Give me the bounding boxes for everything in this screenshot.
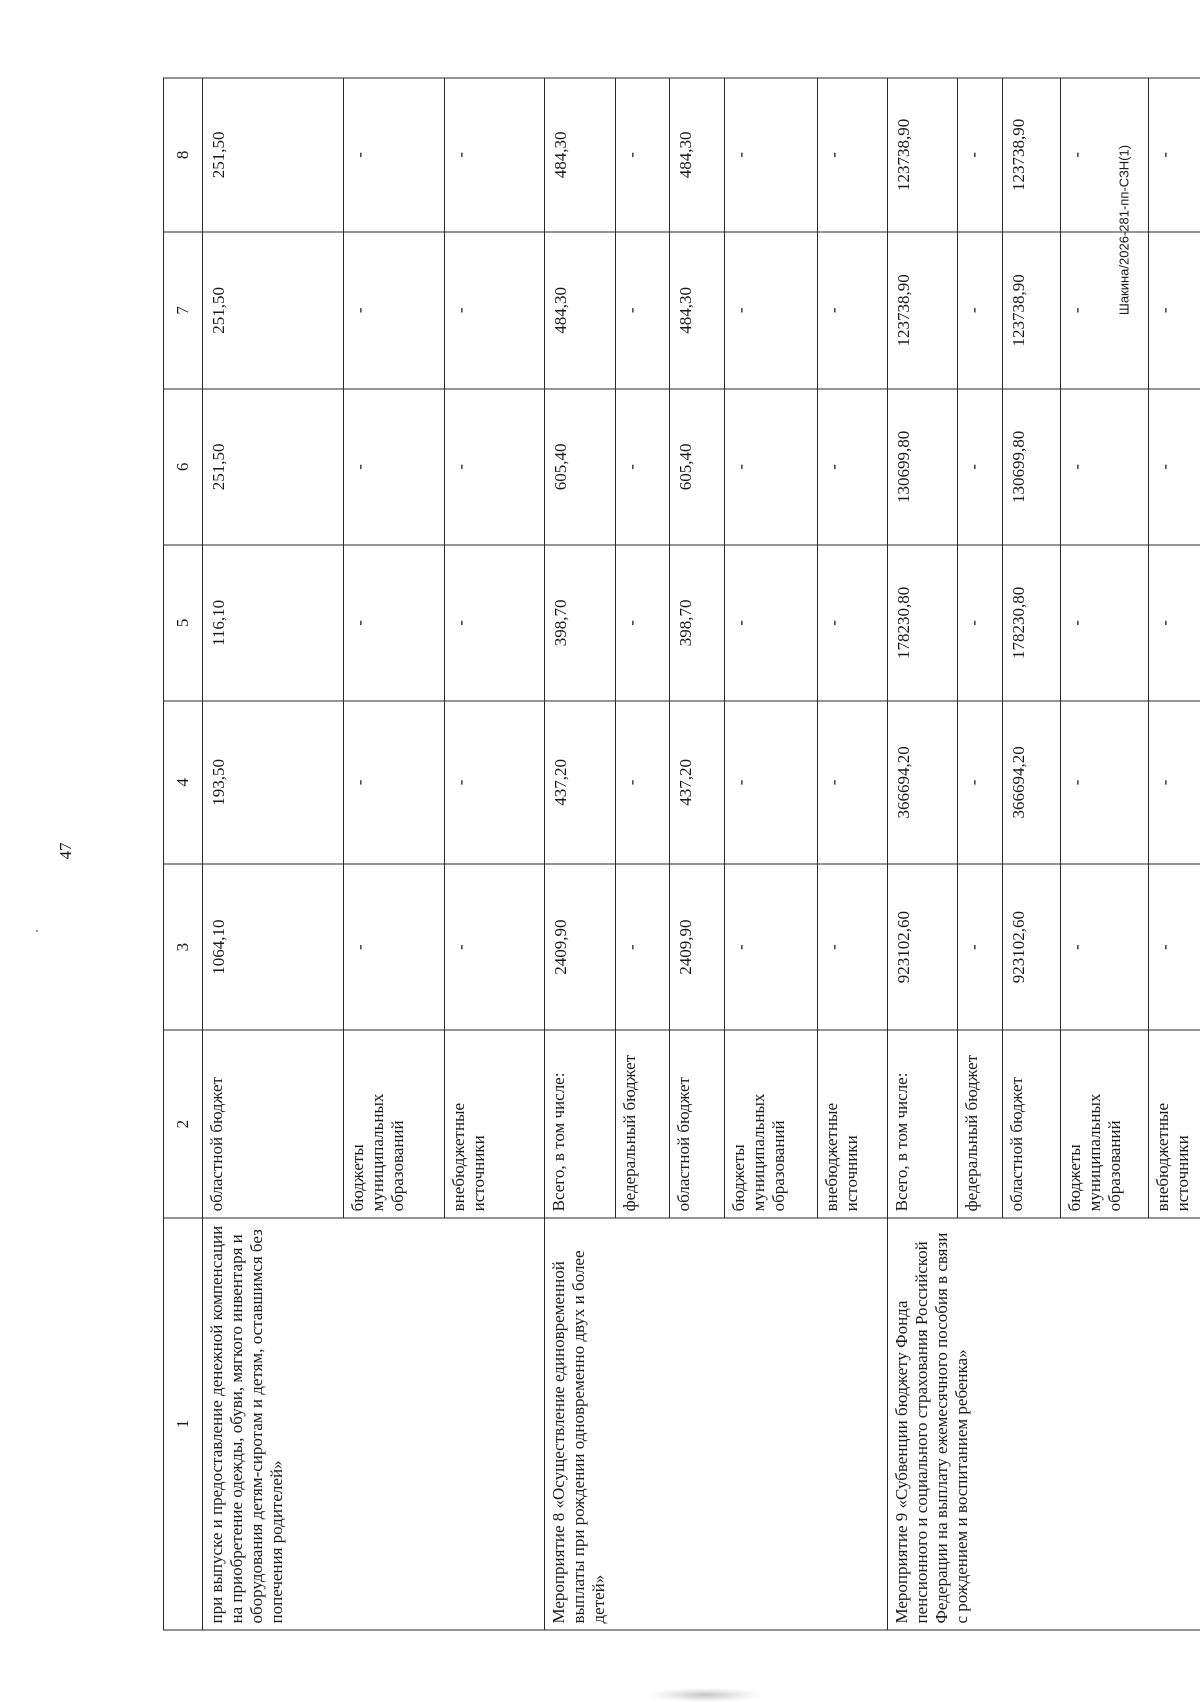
amount-cell: 484,30 bbox=[670, 78, 725, 232]
scan-speck bbox=[36, 930, 38, 932]
amount-cell: - bbox=[958, 701, 1003, 864]
table-header-row bbox=[164, 78, 203, 1630]
amount-cell: 605,40 bbox=[670, 389, 725, 545]
amount-cell: 1064,10 bbox=[203, 864, 344, 1030]
column-number: 4 bbox=[164, 701, 203, 864]
amount-cell: - bbox=[616, 232, 670, 389]
amount-cell: - bbox=[1061, 232, 1149, 389]
amount-cell: 484,30 bbox=[670, 232, 725, 389]
amount-cell: 251,50 bbox=[203, 232, 344, 389]
funding-source-cell: внебюджетные источники bbox=[445, 1030, 545, 1217]
amount-cell: 178230,80 bbox=[1003, 545, 1061, 701]
amount-cell: 366694,20 bbox=[1003, 701, 1061, 864]
amount-cell: - bbox=[818, 78, 888, 232]
amount-cell: - bbox=[1149, 232, 1200, 389]
table-row bbox=[545, 78, 616, 1630]
amount-cell: - bbox=[344, 78, 445, 232]
page-number: 47 bbox=[56, 842, 75, 860]
column-number: 2 bbox=[164, 1030, 203, 1217]
funding-source-cell: областной бюджет bbox=[670, 1030, 725, 1217]
activity-name-cell: Мероприятие 8 «Осуществление единовременной выплаты при рождении одновременно двух и более детей» bbox=[545, 1218, 888, 1630]
amount-cell: - bbox=[344, 232, 445, 389]
amount-cell: - bbox=[445, 232, 545, 389]
amount-cell: 484,30 bbox=[545, 78, 616, 232]
funding-source-cell: областной бюджет bbox=[1003, 1030, 1061, 1217]
column-number: 8 bbox=[164, 78, 203, 232]
amount-cell: - bbox=[344, 389, 445, 545]
amount-cell: - bbox=[1061, 389, 1149, 545]
amount-cell: - bbox=[725, 389, 818, 545]
amount-cell: 123738,90 bbox=[1003, 232, 1061, 389]
amount-cell: 251,50 bbox=[203, 78, 344, 232]
amount-cell: - bbox=[344, 701, 445, 864]
amount-cell: 923102,60 bbox=[1003, 864, 1061, 1030]
amount-cell: - bbox=[958, 389, 1003, 545]
column-number: 7 bbox=[164, 232, 203, 389]
amount-cell: 398,70 bbox=[545, 545, 616, 701]
activity-name-cell: при выпуске и предоставление денежной компенсации на приобретение одежды, обуви, мягкого инвентаря и оборудования детям-сиротам и детям, оставшимся без попечения родителей» bbox=[203, 1218, 545, 1630]
amount-cell: 123738,90 bbox=[1003, 78, 1061, 232]
funding-source-cell: федеральный бюджет bbox=[958, 1030, 1003, 1217]
amount-cell: 923102,60 bbox=[888, 864, 958, 1030]
funding-source-cell: бюджеты муниципальных образований bbox=[1061, 1030, 1149, 1217]
amount-cell: - bbox=[344, 864, 445, 1030]
amount-cell: - bbox=[818, 864, 888, 1030]
column-number: 6 bbox=[164, 389, 203, 545]
amount-cell: 398,70 bbox=[670, 545, 725, 701]
amount-cell: - bbox=[725, 78, 818, 232]
amount-cell: - bbox=[818, 545, 888, 701]
amount-cell: - bbox=[1149, 545, 1200, 701]
amount-cell: - bbox=[616, 701, 670, 864]
amount-cell: - bbox=[445, 545, 545, 701]
column-number: 3 bbox=[164, 864, 203, 1030]
amount-cell: - bbox=[725, 232, 818, 389]
table-row bbox=[203, 78, 344, 1630]
funding-table bbox=[163, 78, 1200, 1631]
amount-cell: - bbox=[818, 389, 888, 545]
amount-cell: 2409,90 bbox=[670, 864, 725, 1030]
column-number: 1 bbox=[164, 1218, 203, 1630]
amount-cell: 251,50 bbox=[203, 389, 344, 545]
amount-cell: - bbox=[344, 545, 445, 701]
amount-cell: 123738,90 bbox=[888, 78, 958, 232]
amount-cell: - bbox=[445, 389, 545, 545]
scan-smudge bbox=[650, 1688, 760, 1702]
amount-cell: - bbox=[1061, 701, 1149, 864]
funding-source-cell: бюджеты муниципальных образований bbox=[725, 1030, 818, 1217]
funding-source-cell: Всего, в том числе: bbox=[545, 1030, 616, 1217]
amount-cell: - bbox=[958, 545, 1003, 701]
funding-source-cell: федеральный бюджет bbox=[616, 1030, 670, 1217]
amount-cell: - bbox=[725, 545, 818, 701]
amount-cell: - bbox=[958, 864, 1003, 1030]
amount-cell: - bbox=[445, 701, 545, 864]
amount-cell: 366694,20 bbox=[888, 701, 958, 864]
amount-cell: - bbox=[958, 232, 1003, 389]
amount-cell: - bbox=[725, 864, 818, 1030]
amount-cell: - bbox=[958, 78, 1003, 232]
amount-cell: - bbox=[1149, 864, 1200, 1030]
amount-cell: - bbox=[1061, 545, 1149, 701]
amount-cell: - bbox=[445, 78, 545, 232]
amount-cell: 178230,80 bbox=[888, 545, 958, 701]
amount-cell: 116,10 bbox=[203, 545, 344, 701]
table-row bbox=[888, 78, 958, 1630]
funding-source-cell: внебюджетные источники bbox=[1149, 1030, 1200, 1217]
amount-cell: 130699,80 bbox=[1003, 389, 1061, 545]
amount-cell: - bbox=[818, 701, 888, 864]
amount-cell: - bbox=[1149, 78, 1200, 232]
activity-name-cell: Мероприятие 9 «Субвенции бюджету Фонда пенсионного и социального страхования Российской Федерации на выплату ежемесячного пособия в связи с рождением и воспитанием ребенка» bbox=[888, 1218, 1200, 1630]
amount-cell: 437,20 bbox=[545, 701, 616, 864]
amount-cell: 130699,80 bbox=[888, 389, 958, 545]
amount-cell: - bbox=[1149, 389, 1200, 545]
amount-cell: 123738,90 bbox=[888, 232, 958, 389]
amount-cell: 484,30 bbox=[545, 232, 616, 389]
amount-cell: - bbox=[1061, 864, 1149, 1030]
amount-cell: 605,40 bbox=[545, 389, 616, 545]
funding-source-cell: бюджеты муниципальных образований bbox=[344, 1030, 445, 1217]
amount-cell: - bbox=[1149, 701, 1200, 864]
amount-cell: - bbox=[616, 864, 670, 1030]
amount-cell: - bbox=[725, 701, 818, 864]
document-code: Шакина/2026-281-пп-СЗН(1) bbox=[1116, 144, 1132, 316]
funding-source-cell: Всего, в том числе: bbox=[888, 1030, 958, 1217]
amount-cell: - bbox=[616, 545, 670, 701]
amount-cell: - bbox=[616, 389, 670, 545]
amount-cell: 2409,90 bbox=[545, 864, 616, 1030]
amount-cell: - bbox=[616, 78, 670, 232]
amount-cell: - bbox=[1061, 78, 1149, 232]
amount-cell: - bbox=[818, 232, 888, 389]
column-number: 5 bbox=[164, 545, 203, 701]
amount-cell: 437,20 bbox=[670, 701, 725, 864]
amount-cell: - bbox=[445, 864, 545, 1030]
funding-source-cell: внебюджетные источники bbox=[818, 1030, 888, 1217]
amount-cell: 193,50 bbox=[203, 701, 344, 864]
funding-source-cell: областной бюджет bbox=[203, 1030, 344, 1217]
